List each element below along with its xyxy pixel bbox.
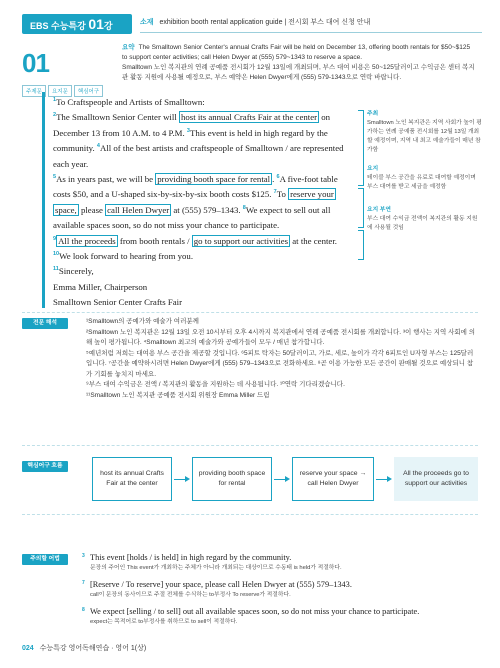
passage-line: December 13 from 10 A.M. to 4 P.M. $^3$This event is held in high regard by the (53, 127, 328, 138)
side-note-label: 요지 부연 (367, 207, 392, 213)
passage-line: community. $^4$All of the best artists and craftspeople of Smalltown / are represented (53, 143, 344, 154)
flow-arrow-icon (376, 477, 392, 481)
flow-box: host its annual Crafts Fair at the center (92, 457, 172, 501)
section-divider (22, 312, 478, 313)
sentence-8b: available spaces soon, so do not miss your chance to participate. (53, 220, 280, 231)
passage-line (53, 157, 349, 172)
key-phrase-flow (92, 457, 478, 501)
grammar-explanation: call이 문장의 동사이므로 주절 전체를 수식하는 to부정사 To reserve가 적절하다. (90, 592, 291, 598)
key-phrase-proceeds: All the proceeds (58, 235, 116, 246)
question-number: 01 (22, 48, 49, 78)
passage-line: space, please call Helen Dwyer at (555) 579–1343. $^8$We expect to sell out all (55, 204, 331, 215)
signature-name: Emma Miller, Chairperson (53, 281, 148, 292)
tab-gist: 요지문 (48, 85, 72, 97)
flow-box-final: All the proceeds go to support our activities (394, 457, 478, 501)
sentence-2d: December 13 from 10 A.M. to 4 P.M. (53, 127, 185, 138)
sentence-3b: community. (53, 143, 95, 154)
sentence-6a: A five-foot table (279, 174, 338, 185)
side-note-text: Smalltown 노인 복지관은 지역 사회가 높이 평가하는 연례 공예품 전시회를 12월 13일 개최할 예정이며, 지역 내 최고 예술가들이 매년 참가함 (367, 120, 482, 153)
sentence-3: This event is held in high regard by the (189, 127, 328, 138)
translation-line: ¹¹Smalltown 노인 복지관 공예품 전시회 위원장 Emma Miller 드림 (86, 391, 270, 399)
flow-arrow-icon (174, 477, 190, 481)
unit-badge (22, 14, 132, 34)
flow-box: providing booth space for rental (192, 457, 272, 501)
sentence-4b: each year. (53, 158, 89, 169)
translation-line: ²Smalltown 노인 복지관은 12월 13일 오전 10시부터 오후 4시까지 복지관에서 연례 공예품 전시회를 개최합니다. ³이 행사는 지역 사회에 의해 높이 평가됩니다. ⁴Smalltown 최고의 예술가와 공예가들이 모두 / 매년 참가합니다. (86, 328, 476, 346)
sentence-10: We look forward to hearing from you. (59, 251, 194, 262)
passage-box (42, 92, 355, 308)
sentence-7d: please (80, 204, 103, 215)
summary-label: 요약 (122, 44, 135, 51)
flow-box: reserve your space → call Helen Dwyer (292, 457, 374, 501)
passage-line: costs $50, and a U-shaped six-by-six-by-six booth costs $125. $^7$To reserve your (53, 189, 334, 200)
side-note-text: 테이블 부스 공간을 유료로 대여할 예정이며 부스 대여를 받고 세금을 예정함 (367, 175, 476, 190)
side-notes (367, 110, 482, 243)
key-phrase-call: call Helen Dwyer (107, 204, 170, 215)
sentence-7a: To (276, 189, 286, 200)
sentence-4: All of the best artists and craftspeople of Smalltown / are represented (99, 143, 344, 154)
sentence-9d: at the center. (292, 235, 337, 246)
grammar-item (82, 552, 480, 573)
page-header (22, 14, 482, 34)
grammar-sentence: [Reserve / To reserve] your space, please call Helen Dwyer at (555) 579–1343. (90, 580, 352, 589)
sentence-6b: costs $50, and a U-shaped six-by-six-by-six booth costs $125. (53, 189, 272, 200)
sentence-11: Sincerely, (58, 266, 94, 277)
passage-line: $^2$The Smalltown Senior Center will host its annual Crafts Fair at the center on (53, 112, 331, 123)
passage-line: $^1$To Craftspeople and Artists of Smalltown: (53, 97, 205, 107)
side-note (367, 206, 482, 233)
section-divider (22, 514, 478, 515)
key-phrase-space: space, (55, 204, 77, 215)
passage-line: $^{10}$We look forward to hearing from you. (53, 251, 194, 262)
key-phrase-host-fair: host its annual Crafts Fair at the center (180, 112, 318, 123)
translation-line: ¹Smalltown의 공예가와 예술가 여러분께 (86, 318, 199, 325)
sentence-2a: The Smalltown Senior Center will (56, 112, 177, 123)
grammar-explanation: 문장의 주어인 This event가 개최하는 주체가 아니라 개최되는 대상이므로 수동태 is held가 적절하다. (90, 565, 342, 571)
page-number: 024 (22, 645, 34, 652)
summary-block (122, 43, 477, 83)
side-note-label: 요지 (367, 166, 379, 172)
side-bracket-host (358, 110, 364, 186)
side-note-text: 부스 대여 수익금 전액이 복지관의 활동 지원에 사용될 것임 (367, 216, 478, 231)
translation-line: ⁹부스 대여 수익금은 전액 / 복지관의 활동을 지원하는 데 사용됩니다. ¹⁰연락 기다리겠습니다. (86, 381, 345, 388)
topic-text: exhibition booth rental application guide | 전시회 부스 대여 신청 안내 (159, 19, 371, 26)
side-bracket-gist (358, 188, 364, 228)
passage-line: $^{11}$Sincerely, (53, 266, 94, 277)
passage-line: $^9$ All the proceeds from booth rentals / go to support our activities at the center. (53, 235, 337, 246)
side-note-label: 주최 (367, 111, 379, 117)
badge-number: 01 (88, 16, 104, 32)
flow-arrow-icon (274, 477, 290, 481)
side-note (367, 110, 482, 155)
grammar-sentence: We expect [selling / to sell] out all available spaces soon, so do not miss your chance to participate. (90, 607, 420, 616)
sentence-5a: As in years past, we will be (56, 174, 154, 185)
book-title: 수능특강 영어독해연습 · 영어 1(상) (39, 645, 147, 652)
signature-org: Smalltown Senior Center Crafts Fair (53, 297, 183, 308)
translation-line: ⁵예년처럼 저희는 대여용 부스 공간을 제공할 것입니다. ⁶5피트 탁자는 50달러이고, 가로, 세로, 높이가 각각 6피트인 U자형 부스는 125달러입니다. ⁷공간을 예약하시려면 Helen Dwyer에게 (555) 579–1343으로 전화하세요. ⁸곧 이용 가능한 모든 공간이 판매될 것으로 예상되니 참가 기회를 놓치지 마세요. (86, 349, 474, 378)
badge-prefix: EBS 수능특강 (30, 21, 86, 31)
grammar-block (82, 552, 480, 633)
translation-block (86, 317, 478, 401)
side-bracket-support (358, 230, 364, 260)
flow-label: 핵심어구 흐름 (22, 461, 68, 472)
grammar-item (82, 606, 480, 627)
summary-en: The Smalltown Senior Center's annual Crafts Fair will be held on December 13, offering booth rentals for $50~$125 to support center activities; call Helen Dwyer at (555) 579~1343 to reserve a space. (122, 44, 471, 61)
grammar-num: 3 (82, 553, 85, 559)
grammar-num: 8 (82, 607, 85, 613)
key-phrase-support: go to support our activities (193, 235, 289, 246)
key-phrase-reserve: reserve your (290, 189, 334, 200)
passage-line: $^5$As in years past, we will be providing booth space for rental . $^6$A five-foot table (53, 174, 338, 185)
sentence-7f: at (555) 579–1343. (173, 204, 241, 215)
sentence-2c: on (321, 112, 331, 123)
tab-topic-sentence: 주제문 (22, 85, 46, 97)
grammar-item (82, 579, 480, 600)
topic-line (140, 17, 370, 27)
sentence-9b: from booth rentals / (119, 235, 190, 246)
key-phrase-booth-space: providing booth space for rental (157, 174, 271, 185)
sentence-1: To Craftspeople and Artists of Smalltown: (56, 97, 205, 107)
sentence-8a: We expect to sell out all (245, 204, 331, 215)
translation-label: 전문 해석 (22, 318, 68, 329)
grammar-explanation: expect는 목적어로 to부정사를 취하므로 to sell이 적절하다. (90, 619, 238, 625)
grammar-num: 7 (82, 580, 85, 586)
badge-suffix: 강 (103, 21, 113, 31)
page-footer (22, 643, 146, 653)
side-note (367, 165, 482, 192)
section-divider (22, 445, 478, 446)
header-rule (140, 32, 482, 33)
topic-tag: 소재 (140, 19, 154, 26)
tab-key-phrase: 핵심어구 (74, 85, 103, 97)
grammar-sentence: This event [holds / is held] in high regard by the community. (90, 553, 292, 562)
grammar-label: 주의할 어법 (22, 554, 68, 565)
passage-line (53, 218, 349, 233)
summary-ko: Smalltown 노인 복지관의 연례 공예품 전시회가 12월 13일에 개최되며, 부스 대여 비용은 50~125달러이고 수익금은 센터 복지관 활동 지원에 사용될 예정으로, 부스 예약은 Helen Dwyer에게 (555) 579-1343으로 연락 바랍니다. (122, 64, 475, 81)
